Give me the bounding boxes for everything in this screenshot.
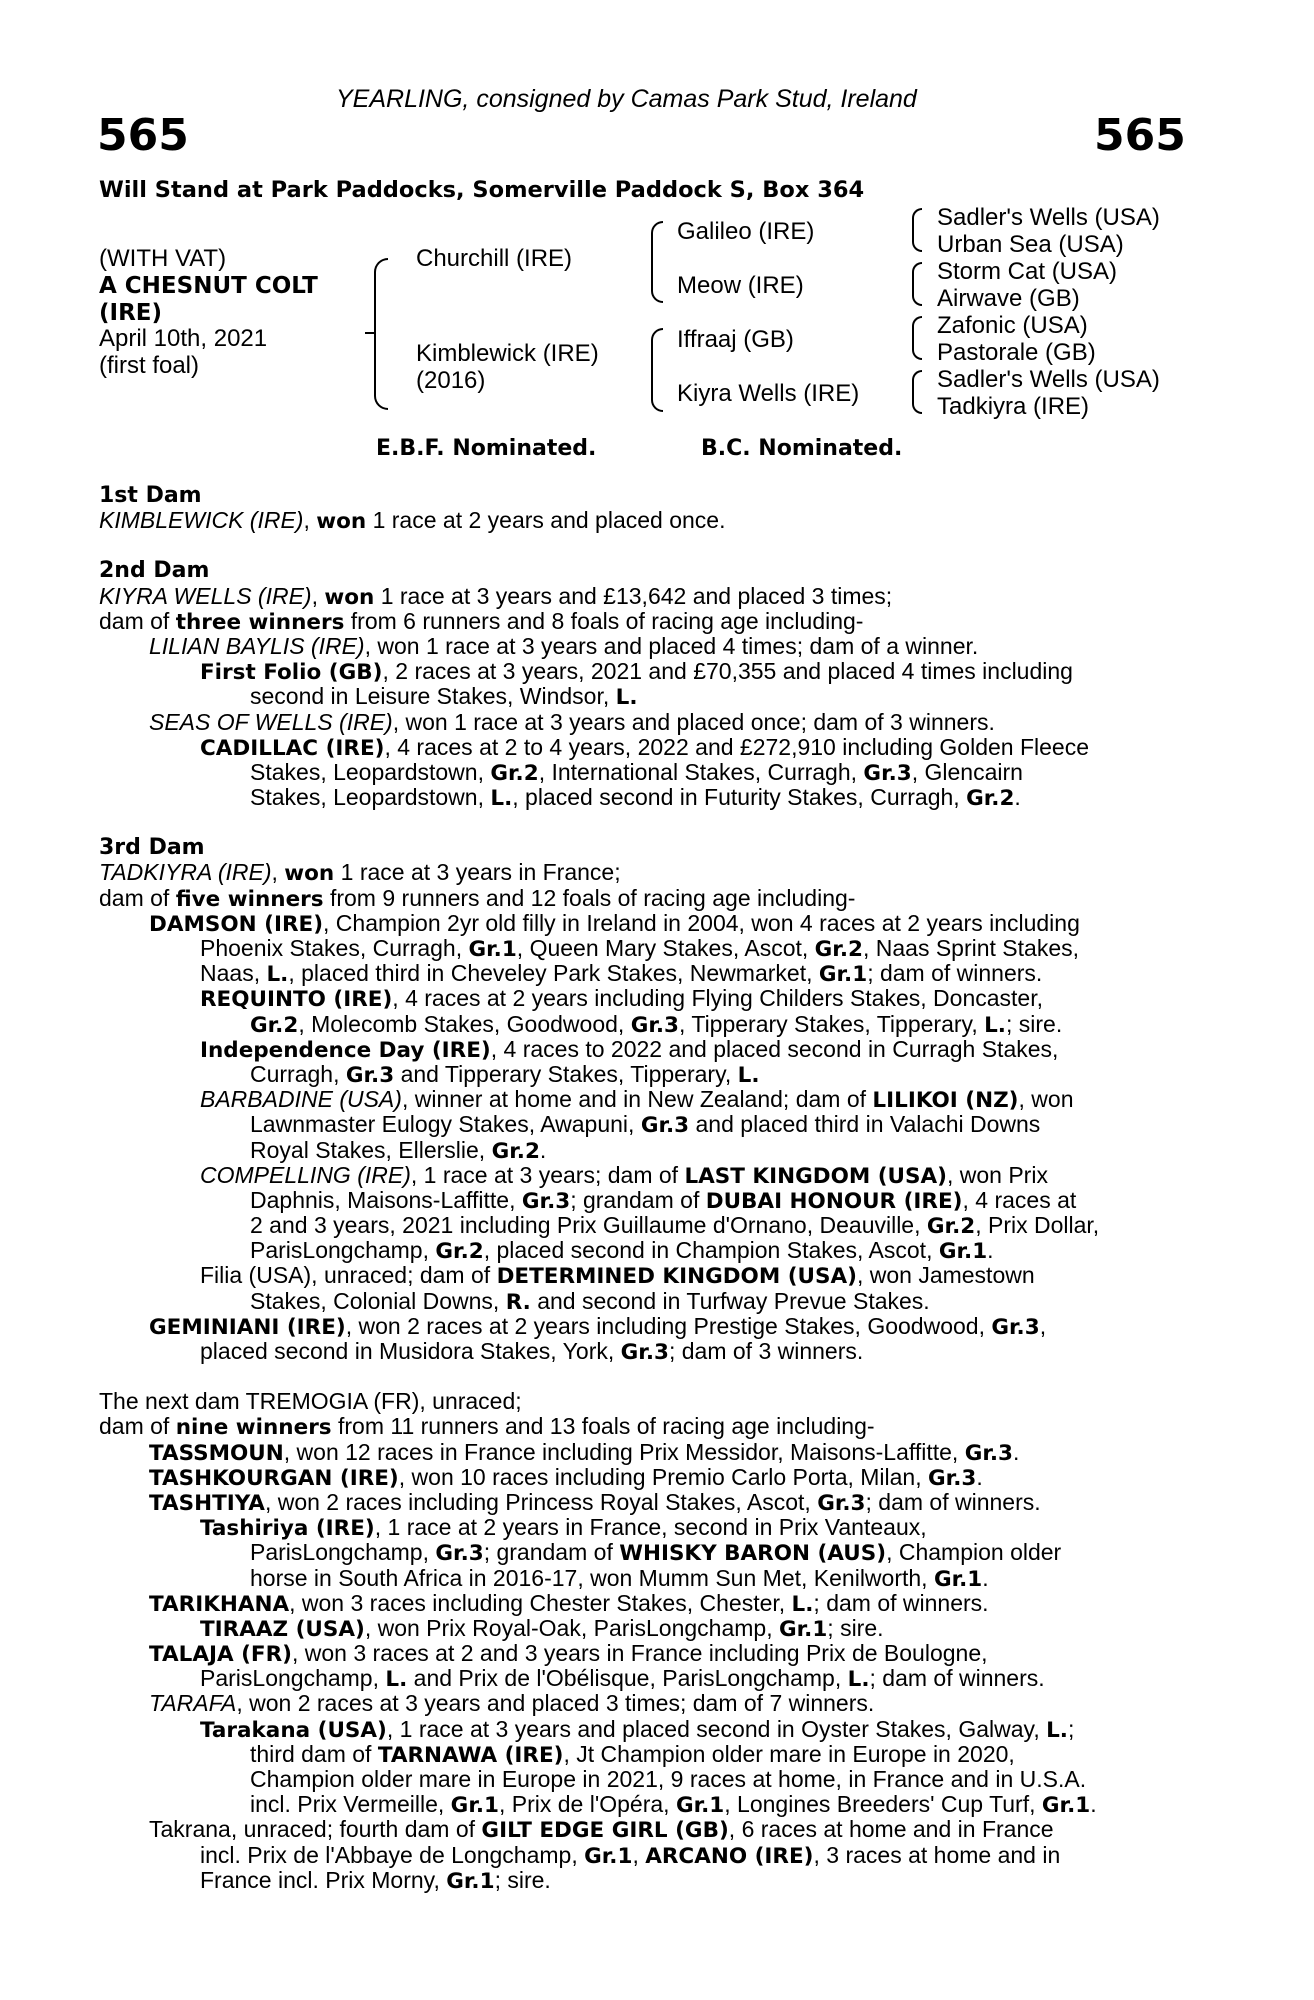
text-run: second in Leisure Stakes, Windsor, [250, 684, 616, 710]
text-run: 2 and 3 years, 2021 including Prix Guillaume d'Ornano, Deauville, [250, 1213, 927, 1239]
entry-line [99, 1012, 1204, 1037]
bold-text: Gr.1 [468, 937, 517, 962]
g3-dsd: Pastorale (GB) [937, 339, 1096, 366]
entry-line [99, 1591, 1204, 1616]
entry-line [99, 886, 1204, 911]
text-run: , 1 race at 3 years; dam of [410, 1162, 685, 1188]
bold-text: TARIKHANA [149, 1591, 290, 1616]
text-run: , won Prix Royal-Oak, ParisLongchamp, [364, 1615, 779, 1641]
entry-line [99, 508, 1204, 533]
text-run: , won 1 race at 3 years and placed 4 times; dam of a winner. [364, 633, 979, 659]
text-run: Stakes, Colonial Downs, [250, 1288, 506, 1314]
bold-text: L. [1046, 1717, 1068, 1742]
bold-text: CADILLAC (IRE) [200, 735, 385, 760]
text-run: , won 10 races including Premio Carlo Porta, Milan, [398, 1464, 929, 1490]
text-run: France incl. Prix Morny, [200, 1867, 447, 1893]
bold-text: Gr.1 [584, 1843, 633, 1868]
bold-text: L. [737, 1062, 760, 1088]
bold-text: three winners [175, 609, 345, 634]
text-run: ; [1067, 1716, 1075, 1742]
text-run: , won Prix [946, 1162, 1048, 1188]
text-run: , won 12 races in France including Prix Messidor, Maisons-Laffitte, [283, 1439, 965, 1465]
text-run: , Champion older [886, 1540, 1062, 1566]
bold-text: TASHTIYA [149, 1490, 265, 1516]
bold-text: Gr.1 [450, 1793, 499, 1818]
foaling-date: April 10th, 2021 [99, 325, 268, 352]
g3-ssd: Urban Sea (USA) [937, 231, 1124, 258]
pedigree-brace-g3-4 [912, 370, 922, 414]
section-heading: 3rd Dam [99, 835, 205, 861]
bold-text: WHISKY BARON (AUS) [619, 1541, 887, 1566]
text-run: 1 race at 2 years and placed once. [366, 508, 726, 534]
bold-text: Gr.3 [964, 1440, 1014, 1465]
text-run: third dam of [250, 1741, 378, 1767]
bold-text: TASHKOURGAN (IRE) [149, 1465, 399, 1490]
text-run: , 2 races at 3 years, 2021 and £70,355 and placed 4 times including [382, 659, 1073, 685]
text-run: , [1039, 1313, 1047, 1339]
text-run: , [303, 508, 317, 534]
text-run: , 3 races at home and in [813, 1842, 1061, 1868]
text-run: ; sire. [494, 1867, 551, 1893]
text-run: incl. Prix de l'Abbaye de Longchamp, [200, 1842, 585, 1868]
text-run: dam of [99, 1414, 176, 1440]
bold-text: DUBAI HONOUR (IRE) [705, 1188, 963, 1214]
text-run: Takrana, unraced; fourth dam of [149, 1817, 482, 1843]
bold-text: Gr.1 [1041, 1793, 1091, 1818]
bold-text: Gr.2 [250, 1012, 299, 1037]
bold-text: L. [490, 786, 513, 811]
text-run: ; dam of winners. [867, 961, 1043, 987]
text-run: ; grandam of [483, 1540, 620, 1566]
bold-text: Gr.3 [928, 1465, 977, 1490]
text-run: Filia (USA), unraced; dam of [200, 1263, 497, 1289]
text-run: ParisLongchamp, [250, 1238, 436, 1264]
g3-dss: Zafonic (USA) [937, 312, 1088, 339]
bold-text: won [284, 861, 335, 886]
entry-line [99, 1263, 1204, 1288]
text-run: 1 race at 3 years in France; [334, 860, 621, 886]
entry-line [99, 1339, 1204, 1364]
text-run: , 1 race at 3 years and placed second in Oyster Stakes, Galway, [386, 1716, 1047, 1742]
text-run: and second in Turfway Prevue Stakes. [530, 1288, 930, 1314]
bold-text: Gr.3 [640, 1113, 690, 1138]
consignment-line: YEARLING, consigned by Camas Park Stud, Ireland [336, 85, 917, 113]
bold-text: Tarakana (USA) [200, 1717, 387, 1742]
text-run: ; dam of winners. [813, 1590, 989, 1616]
entry-line [99, 584, 1204, 609]
text-run: and placed third in Valachi Downs [689, 1112, 1041, 1138]
entry-line [99, 1087, 1204, 1112]
text-run: , placed third in Cheveley Park Stakes, Newmarket, [288, 961, 819, 987]
italic-name: TADKIYRA (IRE) [99, 860, 272, 886]
italic-name: KIYRA WELLS (IRE) [99, 583, 312, 609]
text-run: , Glencairn [911, 759, 1023, 785]
entry-line [99, 760, 1204, 785]
text-run: . [539, 1137, 547, 1163]
entry-line [99, 1641, 1204, 1666]
bold-text: Gr.2 [435, 1239, 484, 1264]
pedigree-brace-main [374, 258, 388, 410]
dam-section [99, 835, 1204, 1364]
text-run: . [982, 1565, 989, 1591]
sire-dam: Meow (IRE) [677, 272, 804, 299]
bold-text: LAST KINGDOM (USA) [684, 1163, 947, 1188]
bold-text: Tashiriya (IRE) [200, 1516, 375, 1541]
text-run: , Naas Sprint Stakes, [862, 936, 1080, 962]
italic-name: TARAFA [149, 1691, 237, 1717]
text-run: , 4 races to 2022 and placed second in Curragh Stakes, [490, 1036, 1059, 1062]
entry-line [99, 1817, 1204, 1842]
text-run: , International Stakes, Curragh, [538, 759, 864, 785]
entry-line [99, 1213, 1204, 1238]
italic-name: BARBADINE (USA) [200, 1087, 402, 1113]
entry-line [99, 1616, 1204, 1641]
text-run: Daphnis, Maisons-Laffitte, [250, 1187, 522, 1213]
section-heading: 1st Dam [99, 483, 202, 508]
entry-line [99, 735, 1204, 760]
entry-line [99, 860, 1204, 885]
text-run: . [1090, 1792, 1097, 1818]
bold-text: Gr.3 [630, 1012, 680, 1037]
bold-text: TARNAWA (IRE) [377, 1742, 564, 1768]
entry-line [99, 659, 1204, 684]
text-run: Phoenix Stakes, Curragh, [200, 936, 469, 962]
text-run: placed second in Musidora Stakes, York, [200, 1339, 621, 1365]
bold-text: ARCANO (IRE) [645, 1843, 814, 1868]
bold-text: L. [847, 1667, 870, 1692]
text-run: Stakes, Leopardstown, [250, 759, 491, 785]
entry-line [99, 961, 1204, 986]
text-run: 1 race at 3 years and £13,642 and placed 3 times; [374, 583, 893, 609]
foal-note: (first foal) [99, 352, 200, 379]
text-run: ; dam of 3 winners. [668, 1339, 864, 1365]
entry-line [99, 1138, 1204, 1163]
italic-name: COMPELLING (IRE) [200, 1162, 411, 1188]
pedigree-brace-g3-1 [912, 208, 922, 252]
bold-text: TASSMOUN [149, 1440, 284, 1465]
bold-text: GILT EDGE GIRL (GB) [481, 1818, 729, 1843]
entry-line [99, 1037, 1204, 1062]
text-run: . [1013, 1439, 1020, 1465]
entry-line [99, 1465, 1204, 1490]
entry-line [99, 1566, 1204, 1591]
text-run: , won Jamestown [856, 1263, 1035, 1289]
bold-text: L. [385, 1667, 408, 1692]
text-run: , winner at home and in New Zealand; dam of [401, 1087, 873, 1113]
text-run: ; dam of winners. [865, 1489, 1041, 1515]
text-run: , placed second in Futurity Stakes, Curragh, [512, 785, 967, 811]
text-run: Lawnmaster Eulogy Stakes, Awapuni, [250, 1112, 641, 1138]
text-run: , 1 race at 2 years in France, second in Prix Vanteaux, [374, 1515, 927, 1541]
bold-text: Gr.2 [814, 937, 863, 962]
entry-line [99, 1062, 1204, 1087]
bold-text: L. [791, 1591, 814, 1616]
bold-text: L. [984, 1012, 1006, 1037]
lot-number-left: 565 [97, 110, 189, 161]
catalogue-body [99, 483, 1204, 1893]
entry-line [99, 911, 1204, 936]
entry-line [99, 1843, 1204, 1868]
bc-nomination: B.C. Nominated. [701, 436, 903, 461]
entry-line [99, 1490, 1204, 1515]
text-run: Royal Stakes, Ellerslie, [250, 1137, 492, 1163]
text-run: dam of [99, 885, 176, 911]
entry-line [99, 936, 1204, 961]
text-run: , won 2 races at 3 years and placed 3 times; dam of 7 winners. [236, 1691, 875, 1717]
entry-line [99, 1238, 1204, 1263]
bold-text: Gr.1 [446, 1868, 495, 1893]
horse-country: (IRE) [99, 300, 163, 326]
text-run: , won 1 race at 3 years and placed once; dam of 3 winners. [392, 709, 995, 735]
pedigree-brace-g3-3 [912, 316, 922, 360]
bold-text: Gr.3 [863, 760, 912, 786]
bold-text: R. [505, 1289, 531, 1314]
text-run: Stakes, Leopardstown, [250, 785, 491, 811]
entry-line [99, 1289, 1204, 1314]
text-run: . [976, 1464, 983, 1490]
ebf-nomination: E.B.F. Nominated. [376, 436, 597, 461]
text-run: Naas, [200, 961, 267, 987]
text-run: , Longines Breeders' Cup Turf, [724, 1792, 1042, 1818]
bold-text: Gr.1 [933, 1566, 983, 1591]
entry-line [99, 1868, 1204, 1893]
text-run: and Prix de l'Obélisque, ParisLongchamp, [407, 1666, 848, 1692]
bold-text: won [316, 509, 367, 534]
pedigree-brace-sire [651, 221, 663, 303]
g3-sss: Sadler's Wells (USA) [937, 204, 1160, 231]
text-run: , won 2 races at 2 years including Prestige Stakes, Goodwood, [345, 1313, 992, 1339]
entry-line [99, 785, 1204, 810]
text-run: , 6 races at home and in France [728, 1817, 1054, 1843]
bold-text: TIRAAZ (USA) [200, 1616, 365, 1642]
bold-text: nine winners [175, 1415, 332, 1440]
bold-text: First Folio (GB) [200, 660, 383, 685]
entry-line [99, 1112, 1204, 1137]
bold-text: Gr.1 [818, 962, 868, 987]
text-run: , won 3 races at 2 and 3 years in France including Prix de Boulogne, [292, 1641, 988, 1667]
stable-location: Will Stand at Park Paddocks, Somerville Paddock S, Box 364 [99, 177, 865, 203]
text-run: , Prix Dollar, [975, 1213, 1100, 1239]
bold-text: TALAJA (FR) [149, 1642, 292, 1667]
bold-text: Gr.2 [926, 1214, 976, 1239]
bold-text: Gr.1 [938, 1239, 988, 1264]
text-run: , won [1018, 1087, 1074, 1113]
bold-text: GEMINIANI (IRE) [149, 1314, 346, 1340]
bold-text: Gr.1 [778, 1616, 828, 1642]
italic-name: LILIAN BAYLIS (IRE) [149, 633, 365, 659]
text-run: horse in South Africa in 2016-17, won Mumm Sun Met, Kenilworth, [250, 1565, 934, 1591]
text-run: , Queen Mary Stakes, Ascot, [516, 936, 815, 962]
entry-line [99, 1767, 1204, 1792]
entry-line [99, 634, 1204, 659]
dam-section [99, 558, 1204, 810]
text-run: , Jt Champion older mare in Europe in 2020, [563, 1741, 1015, 1767]
text-run: . [1014, 785, 1021, 811]
text-run: , Prix de l'Opéra, [498, 1792, 676, 1818]
bold-text: DETERMINED KINGDOM (USA) [496, 1264, 857, 1289]
bold-text: Gr.3 [991, 1314, 1040, 1340]
dam-section [99, 483, 1204, 533]
text-run: , won 2 races including Princess Royal Stakes, Ascot, [264, 1489, 818, 1515]
text-run: , [271, 860, 285, 886]
g3-ddd: Tadkiyra (IRE) [937, 393, 1090, 420]
entry-line [99, 1717, 1204, 1742]
text-run: ; grandam of [570, 1187, 706, 1213]
text-run: , 4 races at 2 years including Flying Childers Stakes, Doncaster, [392, 986, 1043, 1012]
entry-line [99, 1792, 1204, 1817]
g3-sdd: Airwave (GB) [937, 285, 1080, 312]
bold-text: Gr.3 [521, 1188, 571, 1214]
text-run: from 11 runners and 13 foals of racing age including- [331, 1414, 875, 1440]
bold-text: L. [266, 962, 289, 987]
text-run: , won 3 races including Chester Stakes, Chester, [289, 1590, 792, 1616]
text-run: , Molecomb Stakes, Goodwood, [298, 1011, 631, 1037]
sire-sire: Galileo (IRE) [677, 218, 815, 245]
entry-line [99, 710, 1204, 735]
entry-line [99, 986, 1204, 1011]
text-run: dam of [99, 608, 176, 634]
text-run: ParisLongchamp, [250, 1540, 436, 1566]
text-run: from 6 runners and 8 foals of racing age including- [344, 608, 864, 634]
bold-text: Gr.2 [966, 786, 1015, 811]
dam-section [99, 1389, 1204, 1893]
text-run: , Tipperary Stakes, Tipperary, [679, 1011, 985, 1037]
text-run: . [987, 1238, 994, 1264]
lot-number-right: 565 [1094, 110, 1186, 161]
entry-line [99, 609, 1204, 634]
bold-text: Gr.2 [490, 760, 539, 786]
bold-text: Independence Day (IRE) [200, 1037, 491, 1062]
entry-line [99, 1389, 1204, 1414]
sire-name: Churchill (IRE) [416, 245, 573, 272]
pedigree-brace-dam [651, 328, 663, 412]
dam-sire: Iffraaj (GB) [677, 326, 794, 353]
entry-line [99, 1314, 1204, 1339]
bold-text: L. [615, 685, 638, 710]
pedigree-brace-point [365, 332, 375, 334]
italic-name: KIMBLEWICK (IRE) [99, 508, 304, 534]
text-run: , placed second in Champion Stakes, Ascot, [483, 1238, 939, 1264]
entry-line [99, 1515, 1204, 1540]
bold-text: DAMSON (IRE) [149, 911, 324, 937]
entry-line [99, 1540, 1204, 1565]
text-run: ParisLongchamp, [200, 1666, 386, 1692]
text-run: Curragh, [250, 1061, 346, 1087]
bold-text: Gr.2 [491, 1138, 540, 1163]
bold-text: Gr.1 [675, 1793, 725, 1818]
bold-text: Gr.3 [345, 1062, 395, 1088]
entry-line [99, 1163, 1204, 1188]
entry-line [99, 1742, 1204, 1767]
bold-text: five winners [175, 886, 324, 911]
text-run: The next dam TREMOGIA (FR), unraced; [99, 1389, 522, 1415]
horse-name: A CHESNUT COLT [99, 273, 318, 299]
bold-text: Gr.3 [435, 1541, 484, 1566]
bold-text: Gr.3 [620, 1340, 669, 1365]
entry-line [99, 1691, 1204, 1716]
vat-note: (WITH VAT) [99, 245, 227, 272]
text-run: ; dam of winners. [869, 1666, 1045, 1692]
text-run: ; sire. [827, 1615, 884, 1641]
italic-name: SEAS OF WELLS (IRE) [149, 709, 393, 735]
text-run: incl. Prix Vermeille, [250, 1792, 451, 1818]
text-run: ; sire. [1005, 1011, 1063, 1037]
bold-text: won [324, 584, 375, 609]
entry-line [99, 1440, 1204, 1465]
text-run: Champion older mare in Europe in 2021, 9 races at home, in France and in U.S.A. [250, 1767, 1087, 1793]
text-run: , [632, 1842, 646, 1868]
entry-line [99, 684, 1204, 709]
text-run: , 4 races at [962, 1187, 1077, 1213]
bold-text: Gr.3 [817, 1490, 866, 1516]
text-run: , 4 races at 2 to 4 years, 2022 and £272,910 including Golden Fleece [384, 734, 1090, 760]
entry-line [99, 1666, 1204, 1691]
entry-line [99, 1188, 1204, 1213]
dam-name: Kimblewick (IRE) [416, 340, 599, 367]
g3-sds: Storm Cat (USA) [937, 258, 1118, 285]
text-run: from 9 runners and 12 foals of racing age including- [323, 885, 856, 911]
bold-text: REQUINTO (IRE) [200, 987, 393, 1012]
dam-year: (2016) [416, 367, 486, 394]
text-run: , Champion 2yr old filly in Ireland in 2004, won 4 races at 2 years including [323, 910, 1080, 936]
text-run: , [311, 583, 325, 609]
entry-line [99, 1414, 1204, 1439]
text-run: and Tipperary Stakes, Tipperary, [394, 1061, 738, 1087]
dam-dam: Kiyra Wells (IRE) [677, 380, 860, 407]
g3-dds: Sadler's Wells (USA) [937, 366, 1160, 393]
pedigree-brace-g3-2 [912, 262, 922, 306]
section-heading: 2nd Dam [99, 558, 210, 584]
bold-text: LILIKOI (NZ) [872, 1088, 1019, 1113]
